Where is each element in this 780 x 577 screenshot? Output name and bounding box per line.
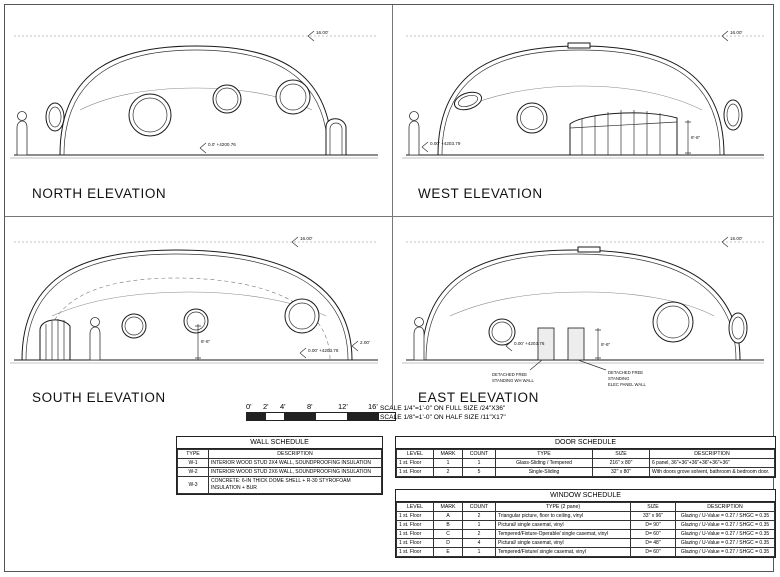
svg-text:16.00': 16.00' [300,236,313,241]
svg-text:DETACHED FREE: DETACHED FREE [608,370,644,375]
scale-bar [246,402,396,421]
svg-text:8'-6": 8'-6" [601,342,611,347]
wall-schedule [176,436,383,495]
svg-text:16.00': 16.00' [730,30,743,35]
svg-text:16.00': 16.00' [316,30,329,35]
table-header-row: LEVEL MARK COUNT TYPE (2 pane) SIZE DESCRIPTION [397,503,775,512]
wall-schedule-title: WALL SCHEDULE [177,437,382,449]
east-elevation-title: EAST ELEVATION [418,390,539,405]
table-header-row: LEVEL MARK COUNT TYPE SIZE DESCRIPTION [397,450,775,459]
svg-text:0.00' +4203.76: 0.00' +4203.76 [308,348,339,353]
window-schedule-title: WINDOW SCHEDULE [396,490,775,502]
north-elevation-drawing [0,0,392,216]
table-row: W-3 CONCRETE: 6-IN THICK DOME SHELL + R-30 STYROFOAM INSULATION + BUR [178,477,382,494]
svg-text:DETACHED FREE: DETACHED FREE [492,372,528,377]
window-schedule [395,489,776,558]
svg-text:STANDING: STANDING [608,376,630,381]
west-elevation-drawing [392,0,780,216]
scale-notes: SCALE 1/4"=1'-0" ON FULL SIZE /24"X36" SCALE 1/8"=1'-0" ON HALF SIZE /11"X17" [380,405,506,421]
svg-text:0.00' +4203.79: 0.00' +4203.79 [430,141,461,146]
table-row: 1 st. Floor 1 1 Glass-Sliding / Tempered 216" x 80" 6 panel, 36"+36"+36"+36"+36"+36" [397,459,775,468]
door-schedule-title: DOOR SCHEDULE [396,437,775,449]
svg-text:2.00': 2.00' [360,340,370,345]
table-row: 1 st. Floor D 4 Pictural/ single casemat, vinyl D= 48" Glazing / U-Value = 0.27 / SHGC = 0.35 [397,539,775,548]
table-row: 1 st. Floor E 1 Tempered/Fixture/ single casemat, vinyl D= 60" Glazing / U-Value = 0.27 / SHGC = 0.35 [397,548,775,557]
svg-text:0.00' +4203.76: 0.00' +4203.76 [514,341,545,346]
svg-text:STANDING WH WALL: STANDING WH WALL [492,378,534,383]
svg-text:0.0' +4200.76: 0.0' +4200.76 [208,142,236,147]
east-elevation-drawing [392,216,780,406]
svg-text:ELEC PANEL WALL: ELEC PANEL WALL [608,382,646,387]
svg-text:8'-6": 8'-6" [201,339,211,344]
west-elevation-title: WEST ELEVATION [418,186,543,201]
table-header-row: TYPE DESCRIPTION [178,450,382,459]
table-row: W-2 INTERIOR WOOD STUD 2X6 WALL, SOUNDPROOFING INSULATION [178,468,382,477]
scale-tick-labels: 0' 2' 4' 8' 12' 16' [246,402,378,411]
table-row: 1 st. Floor A 2 Triangular picture, floor to ceiling, vinyl 33" x 96" Glazing / U-Value = 0.27 / SHGC = 0.35 [397,512,775,521]
scale-bar-graphic [246,412,396,421]
south-elevation-title: SOUTH ELEVATION [32,390,166,405]
south-elevation-drawing [0,216,392,406]
table-row: 1 st. Floor C 2 Tempered/Fixture-Operable/ single casemat, vinyl D= 60" Glazing / U-Value = 0.27 / SHGC = 0.35 [397,530,775,539]
svg-text:8'-6": 8'-6" [691,135,701,140]
table-row: 1 st. Floor B 1 Pictural/ single casemat, vinyl D= 90" Glazing / U-Value = 0.27 / SHGC = 0.35 [397,521,775,530]
table-row: 1 st. Floor 2 5 Single-Sliding 32" x 80" With doors grove solvent, bathroom & bedroom door. [397,468,775,477]
door-schedule [395,436,776,478]
north-elevation-title: NORTH ELEVATION [32,186,167,201]
svg-text:16.00': 16.00' [730,236,743,241]
table-row: W-1 INTERIOR WOOD STUD 2X4 WALL, SOUNDPROOFING INSULATION [178,459,382,468]
